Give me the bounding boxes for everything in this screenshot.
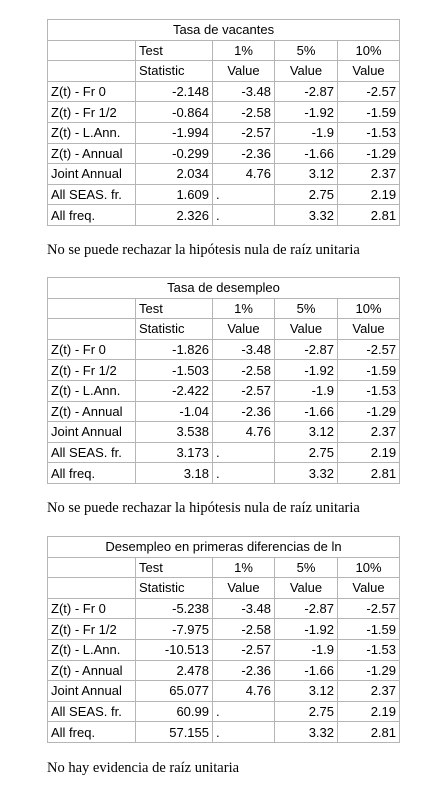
header-cell <box>48 319 136 340</box>
header-cell: Test <box>136 40 213 61</box>
test-statistic: 65.077 <box>136 681 213 702</box>
header-cell <box>48 40 136 61</box>
value-5pct: -1.9 <box>275 122 338 143</box>
value-5pct: -2.87 <box>275 81 338 102</box>
header-cell: Statistic <box>136 578 213 599</box>
value-5pct: -1.92 <box>275 360 338 381</box>
header-cell <box>48 61 136 82</box>
header-cell: 10% <box>338 557 400 578</box>
header-cell: 5% <box>275 298 338 319</box>
row-label: All freq. <box>48 722 136 743</box>
table-row <box>48 463 400 484</box>
row-label: Z(t) - Annual <box>48 401 136 422</box>
value-5pct: -1.66 <box>275 660 338 681</box>
table-row <box>48 619 400 640</box>
table-row <box>48 81 400 102</box>
header-cell <box>48 557 136 578</box>
value-1pct: -2.57 <box>213 639 275 660</box>
conclusion-note: No hay evidencia de raíz unitaria <box>47 760 240 776</box>
test-statistic: -1.994 <box>136 122 213 143</box>
header-cell: 5% <box>275 40 338 61</box>
row-label: Z(t) - Fr 0 <box>48 339 136 360</box>
value-1pct: 4.76 <box>213 422 275 443</box>
header-row-1 <box>48 40 400 61</box>
header-cell: 10% <box>338 40 400 61</box>
value-5pct: 3.12 <box>275 681 338 702</box>
value-10pct: -1.29 <box>338 401 400 422</box>
value-10pct: 2.81 <box>338 205 400 226</box>
header-cell: Value <box>213 61 275 82</box>
value-10pct: -1.29 <box>338 660 400 681</box>
value-1pct: -2.58 <box>213 102 275 123</box>
results-table-vacantes <box>47 19 400 226</box>
value-1pct: -2.36 <box>213 401 275 422</box>
header-row-1 <box>48 298 400 319</box>
test-statistic: 57.155 <box>136 722 213 743</box>
value-10pct: -1.59 <box>338 619 400 640</box>
value-5pct: -1.66 <box>275 143 338 164</box>
table-row <box>48 401 400 422</box>
test-statistic: -0.299 <box>136 143 213 164</box>
table-row <box>48 205 400 226</box>
row-label: Z(t) - L.Ann. <box>48 122 136 143</box>
table-row <box>48 660 400 681</box>
value-10pct: 2.37 <box>338 422 400 443</box>
test-statistic: -0.864 <box>136 102 213 123</box>
header-cell: Value <box>338 319 400 340</box>
header-cell: 10% <box>338 298 400 319</box>
table-row <box>48 164 400 185</box>
value-5pct: -1.9 <box>275 380 338 401</box>
value-10pct: -2.57 <box>338 81 400 102</box>
row-label: All freq. <box>48 463 136 484</box>
value-5pct: -2.87 <box>275 339 338 360</box>
test-statistic: 60.99 <box>136 701 213 722</box>
results-table-diferencias <box>47 536 400 743</box>
table-title: Tasa de desempleo <box>48 278 400 299</box>
row-label: Z(t) - Fr 0 <box>48 598 136 619</box>
table-row <box>48 102 400 123</box>
header-cell: Value <box>275 61 338 82</box>
value-1pct: -2.36 <box>213 143 275 164</box>
header-cell: 5% <box>275 557 338 578</box>
test-statistic: 3.538 <box>136 422 213 443</box>
value-1pct: . <box>213 205 275 226</box>
table-row <box>48 339 400 360</box>
table-title: Tasa de vacantes <box>48 20 400 41</box>
header-row-2 <box>48 578 400 599</box>
value-1pct: . <box>213 463 275 484</box>
value-5pct: 3.32 <box>275 722 338 743</box>
value-10pct: 2.19 <box>338 442 400 463</box>
value-1pct: . <box>213 184 275 205</box>
value-10pct: -2.57 <box>338 339 400 360</box>
test-statistic: 3.18 <box>136 463 213 484</box>
row-label: Joint Annual <box>48 164 136 185</box>
value-10pct: -1.53 <box>338 639 400 660</box>
table-row <box>48 143 400 164</box>
test-statistic: -2.148 <box>136 81 213 102</box>
table-row <box>48 122 400 143</box>
table-row <box>48 701 400 722</box>
value-10pct: 2.19 <box>338 184 400 205</box>
value-5pct: 3.12 <box>275 422 338 443</box>
table-row <box>48 422 400 443</box>
header-cell: 1% <box>213 557 275 578</box>
table-row <box>48 442 400 463</box>
test-statistic: 3.173 <box>136 442 213 463</box>
header-row-2 <box>48 319 400 340</box>
results-table-desempleo <box>47 277 400 484</box>
value-10pct: 2.19 <box>338 701 400 722</box>
value-1pct: 4.76 <box>213 681 275 702</box>
conclusion-note: No se puede rechazar la hipótesis nula de raíz unitaria <box>47 242 360 258</box>
table-row <box>48 380 400 401</box>
value-5pct: 3.32 <box>275 205 338 226</box>
row-label: Z(t) - L.Ann. <box>48 639 136 660</box>
row-label: Z(t) - Fr 1/2 <box>48 360 136 381</box>
table-row <box>48 360 400 381</box>
value-5pct: -1.66 <box>275 401 338 422</box>
row-label: Z(t) - Fr 1/2 <box>48 102 136 123</box>
test-statistic: -1.04 <box>136 401 213 422</box>
value-1pct: -3.48 <box>213 598 275 619</box>
table-title: Desempleo en primeras diferencias de ln <box>48 537 400 558</box>
value-10pct: 2.37 <box>338 164 400 185</box>
test-statistic: -10.513 <box>136 639 213 660</box>
value-5pct: 3.32 <box>275 463 338 484</box>
conclusion-note: No se puede rechazar la hipótesis nula de raíz unitaria <box>47 500 360 516</box>
header-cell: Value <box>338 61 400 82</box>
value-1pct: -2.57 <box>213 380 275 401</box>
value-5pct: -1.92 <box>275 102 338 123</box>
test-statistic: 2.326 <box>136 205 213 226</box>
header-cell: Value <box>275 578 338 599</box>
table-row <box>48 184 400 205</box>
value-1pct: . <box>213 442 275 463</box>
row-label: All SEAS. fr. <box>48 184 136 205</box>
value-5pct: 2.75 <box>275 442 338 463</box>
header-row-2 <box>48 61 400 82</box>
test-statistic: -5.238 <box>136 598 213 619</box>
value-1pct: . <box>213 722 275 743</box>
value-10pct: -2.57 <box>338 598 400 619</box>
header-row-1 <box>48 557 400 578</box>
value-1pct: -2.36 <box>213 660 275 681</box>
value-5pct: -2.87 <box>275 598 338 619</box>
value-5pct: 2.75 <box>275 701 338 722</box>
value-10pct: -1.59 <box>338 360 400 381</box>
header-cell: Value <box>213 578 275 599</box>
row-label: All SEAS. fr. <box>48 442 136 463</box>
value-10pct: 2.81 <box>338 722 400 743</box>
value-1pct: 4.76 <box>213 164 275 185</box>
row-label: All SEAS. fr. <box>48 701 136 722</box>
test-statistic: -1.503 <box>136 360 213 381</box>
value-1pct: -3.48 <box>213 339 275 360</box>
header-cell: Statistic <box>136 319 213 340</box>
value-10pct: 2.81 <box>338 463 400 484</box>
value-10pct: 2.37 <box>338 681 400 702</box>
table-row <box>48 639 400 660</box>
row-label: Z(t) - L.Ann. <box>48 380 136 401</box>
row-label: Z(t) - Annual <box>48 660 136 681</box>
value-1pct: . <box>213 701 275 722</box>
test-statistic: 2.478 <box>136 660 213 681</box>
row-label: Joint Annual <box>48 681 136 702</box>
value-1pct: -2.58 <box>213 619 275 640</box>
row-label: Z(t) - Fr 0 <box>48 81 136 102</box>
row-label: Joint Annual <box>48 422 136 443</box>
row-label: Z(t) - Fr 1/2 <box>48 619 136 640</box>
value-10pct: -1.59 <box>338 102 400 123</box>
test-statistic: -1.826 <box>136 339 213 360</box>
value-1pct: -2.57 <box>213 122 275 143</box>
table-row <box>48 722 400 743</box>
test-statistic: 1.609 <box>136 184 213 205</box>
table-row <box>48 598 400 619</box>
value-1pct: -2.58 <box>213 360 275 381</box>
header-cell: Statistic <box>136 61 213 82</box>
value-1pct: -3.48 <box>213 81 275 102</box>
test-statistic: -7.975 <box>136 619 213 640</box>
value-10pct: -1.53 <box>338 122 400 143</box>
value-5pct: -1.92 <box>275 619 338 640</box>
value-5pct: 3.12 <box>275 164 338 185</box>
header-cell <box>48 578 136 599</box>
header-cell: 1% <box>213 298 275 319</box>
header-cell: Test <box>136 557 213 578</box>
test-statistic: -2.422 <box>136 380 213 401</box>
value-10pct: -1.53 <box>338 380 400 401</box>
test-statistic: 2.034 <box>136 164 213 185</box>
header-cell: Value <box>338 578 400 599</box>
value-5pct: -1.9 <box>275 639 338 660</box>
header-cell: 1% <box>213 40 275 61</box>
header-cell <box>48 298 136 319</box>
header-cell: Test <box>136 298 213 319</box>
header-cell: Value <box>213 319 275 340</box>
header-cell: Value <box>275 319 338 340</box>
row-label: Z(t) - Annual <box>48 143 136 164</box>
row-label: All freq. <box>48 205 136 226</box>
table-row <box>48 681 400 702</box>
value-10pct: -1.29 <box>338 143 400 164</box>
value-5pct: 2.75 <box>275 184 338 205</box>
